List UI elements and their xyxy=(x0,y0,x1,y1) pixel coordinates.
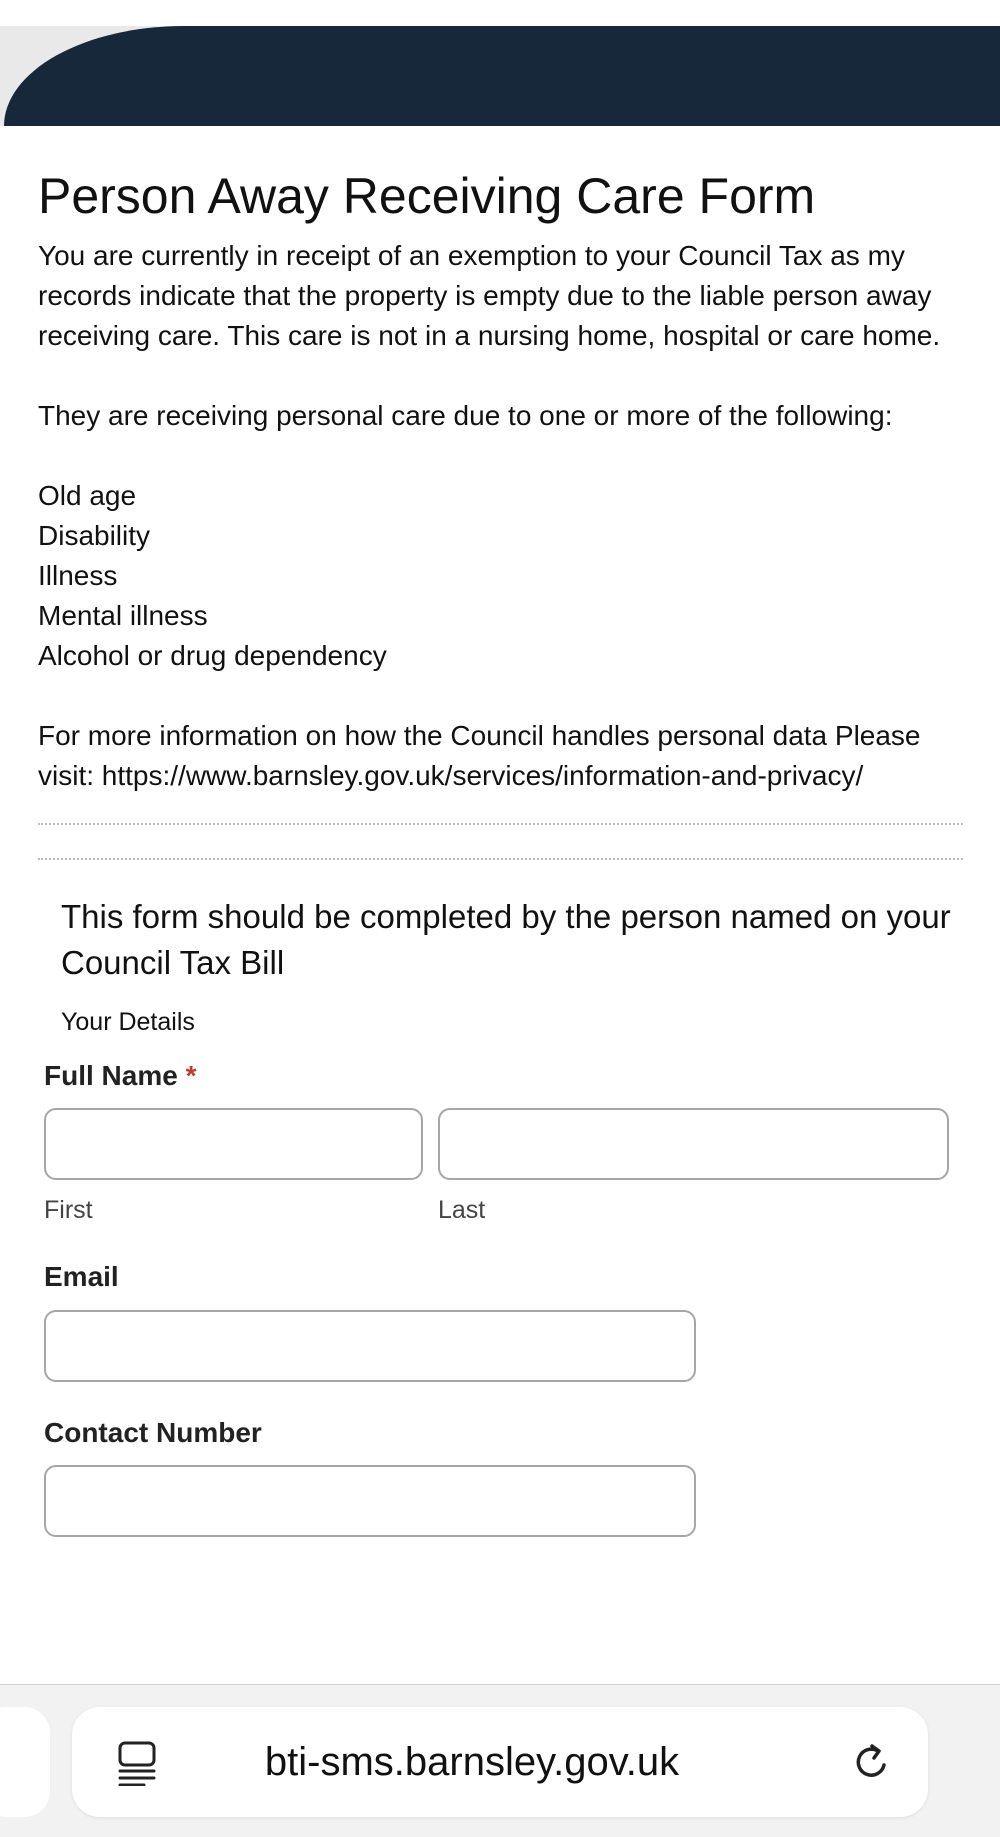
contact-number-label: Contact Number xyxy=(44,1417,262,1448)
section-divider xyxy=(38,858,963,860)
reasons-list xyxy=(38,476,968,676)
first-name-sublabel: First xyxy=(44,1196,93,1224)
privacy-notice: For more information on how the Council handles personal data Please visit: https://www.barnsley.gov.uk/services/information-and-privacy/ xyxy=(38,720,921,791)
section-label: Your Details xyxy=(61,1008,195,1036)
browser-toolbar xyxy=(0,1684,1000,1837)
address-bar[interactable] xyxy=(72,1707,928,1817)
reason-item: Disability xyxy=(38,520,151,551)
reason-item: Alcohol or drug dependency xyxy=(38,640,387,671)
url-text[interactable]: bti-sms.barnsley.gov.uk xyxy=(264,1740,680,1784)
reason-item: Mental illness xyxy=(38,600,208,631)
intro-paragraph: They are receiving personal care due to one or more of the following: xyxy=(38,400,893,431)
last-name-input[interactable] xyxy=(438,1108,949,1180)
previous-tab-card[interactable] xyxy=(0,1707,50,1817)
site-header xyxy=(0,26,1000,126)
reason-item: Illness xyxy=(38,560,118,591)
header-banner xyxy=(4,26,1000,126)
last-name-sublabel: Last xyxy=(438,1196,486,1224)
first-name-input[interactable] xyxy=(44,1108,423,1180)
reload-icon[interactable] xyxy=(850,1740,894,1784)
page-title: Person Away Receiving Care Form xyxy=(38,168,816,224)
form-intro xyxy=(38,236,968,796)
section-divider xyxy=(38,823,963,825)
email-field[interactable] xyxy=(44,1310,696,1382)
intro-paragraph: You are currently in receipt of an exemption to your Council Tax as my records indicate that the property is empty due to the liable person away receiving care. This care is not in a nursing home, hospital or care home. xyxy=(38,240,941,351)
reason-item: Old age xyxy=(38,480,137,511)
contact-number-field[interactable] xyxy=(44,1465,696,1537)
top-strip xyxy=(0,0,1000,26)
form-heading: This form should be completed by the person named on your Council Tax Bill xyxy=(61,898,951,981)
full-name-label-text: Full Name xyxy=(44,1060,178,1091)
email-label: Email xyxy=(44,1261,119,1292)
full-name-label xyxy=(44,1058,197,1094)
reader-mode-icon[interactable] xyxy=(112,1740,162,1786)
required-asterisk: * xyxy=(185,1060,197,1091)
